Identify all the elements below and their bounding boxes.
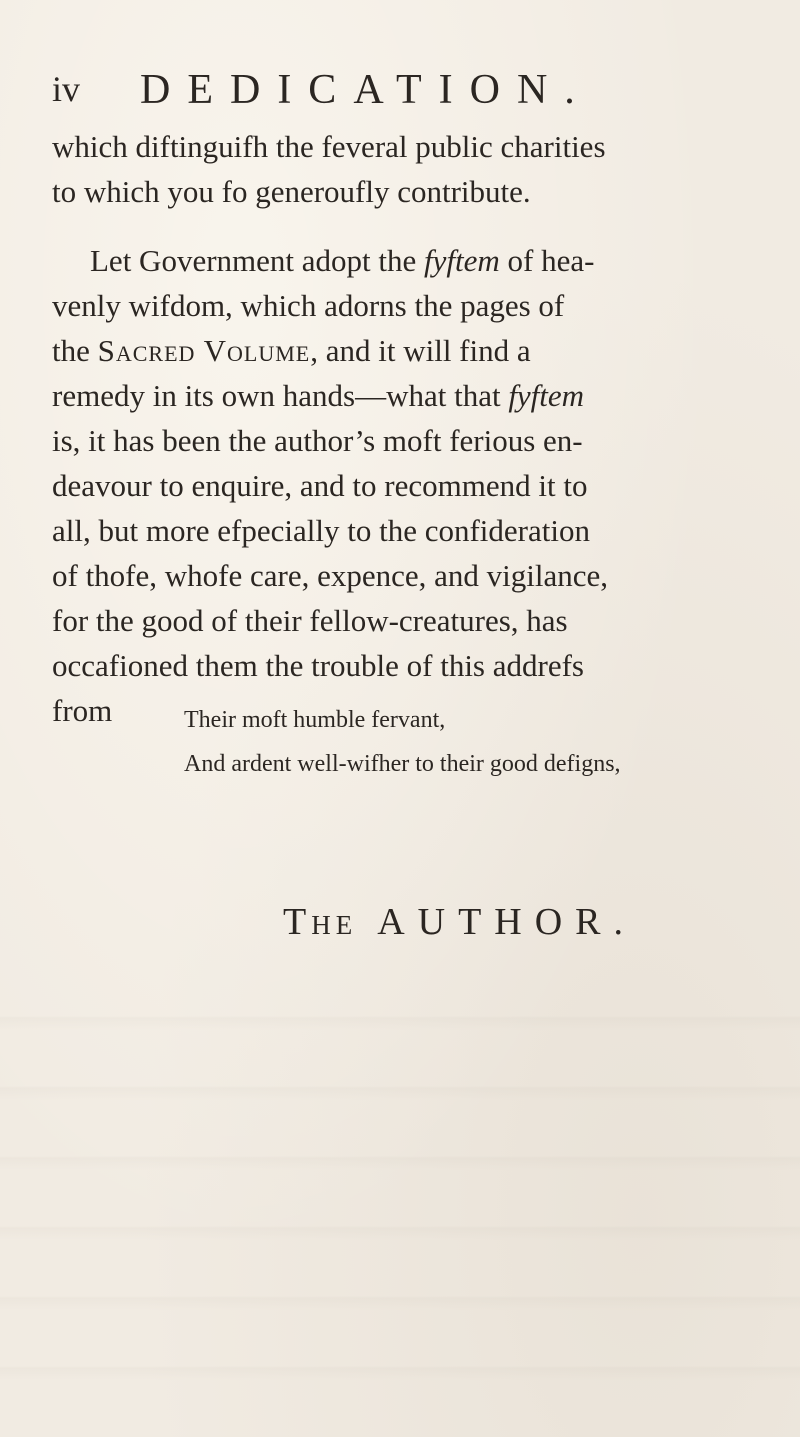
- text-line: is, it has been the author’s moft ferious en-: [52, 423, 583, 458]
- signoff-line-1: Their moft humble fervant,: [184, 707, 446, 733]
- text-line: venly wifdom, which adorns the pages of: [52, 288, 565, 323]
- page-header: [50, 60, 770, 113]
- sacred-volume-smallcaps: Sacred Volume: [97, 333, 311, 368]
- text-line: to which you fo generoufly contribute.: [52, 174, 531, 209]
- author-name: AUTHOR.: [377, 901, 637, 943]
- text-line: Let Government adopt the fyftem of hea-: [90, 243, 595, 278]
- paper-texture: [0, 960, 800, 1380]
- text-line: from: [52, 693, 113, 728]
- text-line: of thofe, whofe care, expence, and vigilance,: [52, 558, 609, 593]
- author-signature: [283, 900, 636, 944]
- signoff-line-2: And ardent well-wifher to their good defigns,: [184, 751, 621, 777]
- paragraph-2: [52, 238, 782, 733]
- text-line: all, but more efpecially to the confideration: [52, 513, 590, 548]
- text-line: remedy in its own hands—what that fyftem: [52, 378, 585, 413]
- text-line: for the good of their fellow-creatures, has: [52, 603, 568, 638]
- running-head: DEDICATION.: [140, 67, 592, 113]
- text-line: which diftinguifh the feveral public charities: [52, 129, 606, 164]
- text-line: the Sacred Volume, and it will find a: [52, 333, 531, 368]
- paragraph-1: [52, 124, 782, 214]
- author-article: The: [283, 901, 358, 943]
- body-text: [52, 124, 782, 733]
- page-number: iv: [52, 69, 81, 109]
- text-line: deavour to enquire, and to recommend it to: [52, 468, 588, 503]
- text-line: occafioned them the trouble of this addrefs: [52, 648, 584, 683]
